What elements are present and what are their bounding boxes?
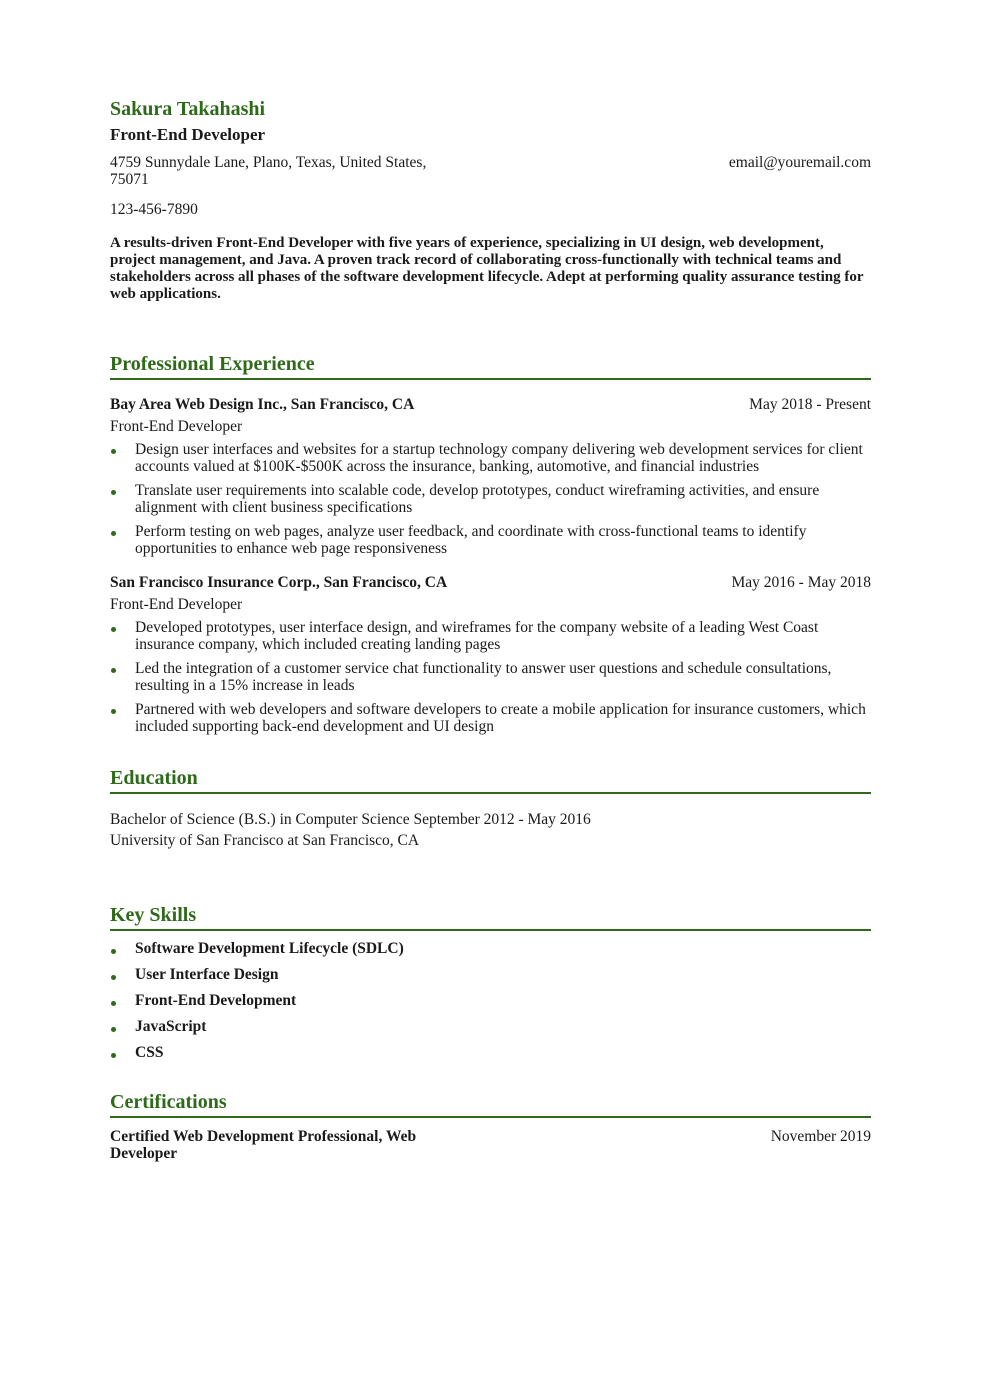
bullet-icon (111, 1027, 116, 1032)
bullet-icon (111, 531, 116, 536)
address: 4759 Sunnydale Lane, Plano, Texas, United States, 75071 (110, 154, 427, 188)
job-title: Front-End Developer (110, 596, 243, 613)
list-item (110, 523, 871, 557)
job-title: Front-End Developer (110, 418, 243, 435)
skill-text: Software Development Lifecycle (SDLC) (135, 940, 404, 957)
list-item (110, 991, 871, 1011)
skill-text: JavaScript (135, 1018, 207, 1035)
job-entry (110, 395, 871, 557)
section-title-skills: Key Skills (110, 902, 871, 931)
skill-text: User Interface Design (135, 966, 279, 983)
list-item (110, 660, 871, 694)
bullet-icon (111, 627, 116, 632)
education-entry (110, 809, 871, 851)
skill-text: CSS (135, 1044, 164, 1061)
bullet-text: Partnered with web developers and software developers to create a mobile application for insurance customers, which included supporting back-end development and UI design (135, 701, 866, 735)
candidate-role: Front-End Developer (110, 125, 266, 144)
certification-entry (110, 1128, 871, 1162)
job-entry (110, 573, 871, 735)
email: email@youremail.com (728, 154, 871, 171)
certification-name: Certified Web Development Professional, Web Developer (110, 1128, 417, 1162)
list-item (110, 701, 871, 735)
skills-list (110, 939, 871, 1063)
bullet-text: Design user interfaces and websites for a startup technology company delivering web development services for client accounts valued at $100K-$500K across the insurance, banking, automotive, and financial industries (135, 441, 863, 475)
bullet-icon (111, 490, 116, 495)
job-org: San Francisco Insurance Corp., San Francisco, CA (110, 574, 448, 591)
job-bullets (110, 441, 871, 557)
job-dates: May 2016 - May 2018 (731, 574, 871, 591)
education-degree: Bachelor of Science (B.S.) in Computer Science September 2012 - May 2016 (110, 811, 591, 828)
job-header (110, 573, 871, 593)
skill-text: Front-End Development (135, 992, 297, 1009)
list-item (110, 441, 871, 475)
list-item (110, 1043, 871, 1063)
phone: 123-456-7890 (110, 201, 198, 218)
list-item (110, 965, 871, 985)
education-school: University of San Francisco at San Francisco, CA (110, 832, 420, 849)
list-item (110, 939, 871, 959)
bullet-text: Developed prototypes, user interface design, and wireframes for the company website of a leading West Coast insurance company, which included creating landing pages (135, 619, 819, 653)
list-item (110, 1017, 871, 1037)
section-title-education: Education (110, 765, 871, 794)
bullet-icon (111, 1001, 116, 1006)
job-header (110, 395, 871, 415)
section-title-experience: Professional Experience (110, 351, 871, 380)
certification-date: November 2019 (770, 1128, 871, 1145)
job-bullets (110, 619, 871, 735)
section-title-certifications: Certifications (110, 1089, 871, 1118)
job-dates: May 2018 - Present (749, 396, 871, 413)
bullet-icon (111, 709, 116, 714)
bullet-icon (111, 449, 116, 454)
list-item (110, 482, 871, 516)
candidate-name: Sakura Takahashi (110, 98, 266, 120)
bullet-icon (111, 1053, 116, 1058)
list-item (110, 619, 871, 653)
contact-row (110, 154, 871, 188)
resume-content (110, 96, 871, 1162)
bullet-text: Perform testing on web pages, analyze user feedback, and coordinate with cross-functional teams to identify opportunities to enhance web page responsiveness (135, 523, 807, 557)
bullet-text: Translate user requirements into scalable code, develop prototypes, conduct wireframing activities, and ensure alignment with client business specifications (135, 482, 820, 516)
bullet-icon (111, 668, 116, 673)
summary: A results-driven Front-End Developer with five years of experience, specializing in UI design, web development, project management, and Java. A proven track record of collaborating cross-functionally with technical teams and stakeholders across all phases of the software development lifecycle. Adept at performing quality assurance testing for web applications. (110, 235, 864, 302)
bullet-icon (111, 949, 116, 954)
bullet-icon (111, 975, 116, 980)
bullet-text: Led the integration of a customer service chat functionality to answer user questions and schedule consultations, resulting in a 15% increase in leads (135, 660, 832, 694)
job-org: Bay Area Web Design Inc., San Francisco, CA (110, 396, 415, 413)
